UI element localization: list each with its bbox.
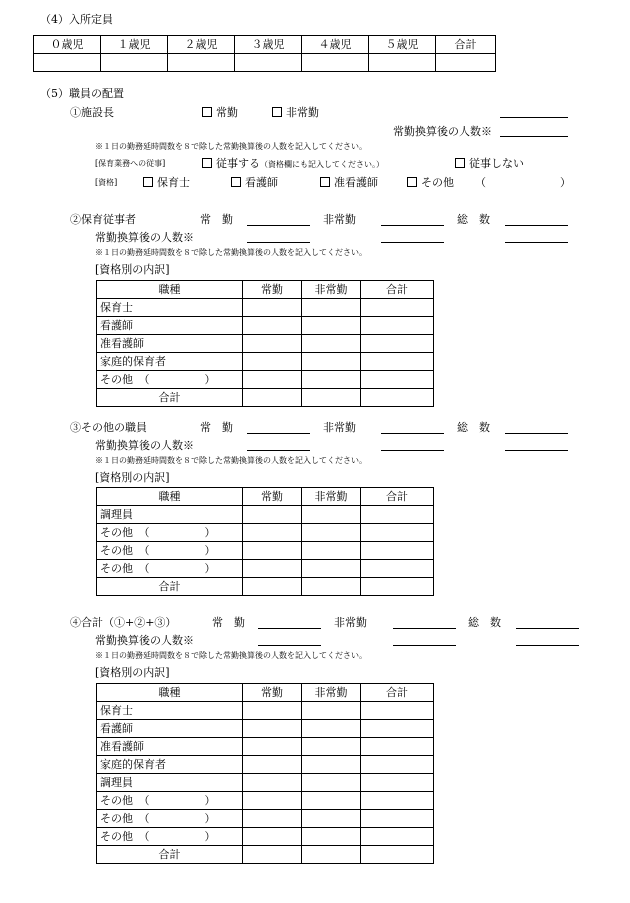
other-part-cell[interactable]	[302, 524, 361, 542]
other-part-cell[interactable]	[302, 542, 361, 560]
table-header-row	[97, 488, 434, 506]
childcare-part-cell[interactable]	[302, 371, 361, 389]
other-breakdown-label: [資格別の内訳]	[95, 471, 170, 484]
table-header-row	[97, 281, 434, 299]
table-row	[97, 371, 434, 389]
director-note: ※１日の勤務延時間数を８で除した常勤換算後の人数を記入してください。	[95, 142, 367, 151]
cap-v0[interactable]	[34, 54, 101, 72]
table-row	[97, 738, 434, 756]
childcare-part-cell[interactable]	[302, 299, 361, 317]
director-title: ①施設長	[70, 106, 114, 119]
childcare-full-line[interactable]	[247, 225, 310, 226]
total-breakdown-table	[96, 683, 434, 864]
qual-option-nursery[interactable]: 保育士	[143, 177, 190, 188]
col-header-full: 常勤	[243, 488, 302, 506]
childcare-breakdown-table	[96, 280, 434, 407]
capacity-header-row	[34, 36, 496, 54]
cap-v2[interactable]	[168, 54, 235, 72]
col-header-sum: 合計	[361, 684, 434, 702]
total-sum-cell[interactable]	[361, 756, 434, 774]
total-full-label: 常 勤	[212, 616, 245, 629]
total-full-cell[interactable]	[243, 738, 302, 756]
total-full-cell[interactable]	[243, 792, 302, 810]
other-total-label: 総 数	[457, 421, 490, 434]
cap-h5: ５歳児	[369, 36, 436, 54]
col-header-part: 非常勤	[302, 684, 361, 702]
total-total-line[interactable]	[516, 628, 579, 629]
director-fte-line[interactable]	[500, 136, 568, 137]
childcare-total-full-cell[interactable]	[243, 389, 302, 407]
childcare-full-cell[interactable]	[243, 353, 302, 371]
total-total-label: 合計	[97, 846, 243, 864]
other-sum-cell[interactable]	[361, 542, 434, 560]
childcare-full-cell[interactable]	[243, 317, 302, 335]
total-sum-cell[interactable]	[361, 720, 434, 738]
other-full-cell[interactable]	[243, 506, 302, 524]
table-header-row	[97, 684, 434, 702]
total-row-label: 准看護師	[97, 738, 243, 756]
cap-h0: ０歳児	[34, 36, 101, 54]
total-part-cell[interactable]	[302, 828, 361, 846]
cap-h1: １歳児	[101, 36, 168, 54]
total-fte-label: 常勤換算後の人数※	[95, 634, 194, 647]
total-row-label: その他 （ ）	[97, 828, 243, 846]
cap-h-total: 合計	[436, 36, 496, 54]
other-part-cell[interactable]	[302, 560, 361, 578]
checkbox-icon[interactable]	[202, 107, 212, 117]
childcare-full-cell[interactable]	[243, 335, 302, 353]
other-total-label: 合計	[97, 578, 243, 596]
col-header-sum: 合計	[361, 488, 434, 506]
cap-v1[interactable]	[101, 54, 168, 72]
other-full-label: 常 勤	[200, 421, 233, 434]
col-header-part: 非常勤	[302, 281, 361, 299]
table-total-row	[97, 846, 434, 864]
childcare-part-cell[interactable]	[302, 335, 361, 353]
qual-other-paren-open: （	[475, 176, 486, 189]
total-part-cell[interactable]	[302, 810, 361, 828]
childcare-part-cell[interactable]	[302, 353, 361, 371]
childcare-total-label: 合計	[97, 389, 243, 407]
total-total-part-cell[interactable]	[302, 846, 361, 864]
childcare-total-line[interactable]	[505, 225, 568, 226]
other-breakdown-table	[96, 487, 434, 596]
checkbox-icon[interactable]	[272, 107, 282, 117]
total-part-cell[interactable]	[302, 702, 361, 720]
total-row-label: 看護師	[97, 720, 243, 738]
childcare-row-label: 准看護師	[97, 335, 243, 353]
total-sum-cell[interactable]	[361, 738, 434, 756]
childcare-sum-cell[interactable]	[361, 317, 434, 335]
other-sum-cell[interactable]	[361, 506, 434, 524]
checkbox-icon[interactable]	[407, 177, 417, 187]
total-sum-cell[interactable]	[361, 810, 434, 828]
table-row	[97, 524, 434, 542]
col-header-part: 非常勤	[302, 488, 361, 506]
total-full-cell[interactable]	[243, 720, 302, 738]
total-sum-cell[interactable]	[361, 792, 434, 810]
childcare-note: ※１日の勤務延時間数を８で除した常勤換算後の人数を記入してください。	[95, 248, 367, 257]
checkbox-icon[interactable]	[143, 177, 153, 187]
total-note: ※１日の勤務延時間数を８で除した常勤換算後の人数を記入してください。	[95, 651, 367, 660]
other-full-line[interactable]	[247, 433, 310, 434]
other-row-label: その他 （ ）	[97, 524, 243, 542]
table-total-row	[97, 578, 434, 596]
childcare-sum-cell[interactable]	[361, 299, 434, 317]
total-breakdown-label: [資格別の内訳]	[95, 666, 170, 679]
childcare-fte-total-line[interactable]	[505, 242, 568, 243]
total-row-label: その他 （ ）	[97, 810, 243, 828]
other-fte-part-line[interactable]	[381, 450, 444, 451]
col-header-type: 職種	[97, 281, 243, 299]
other-full-cell[interactable]	[243, 560, 302, 578]
total-full-cell[interactable]	[243, 810, 302, 828]
other-fte-full-line[interactable]	[247, 450, 310, 451]
col-header-full: 常勤	[243, 281, 302, 299]
total-full-line[interactable]	[258, 628, 321, 629]
table-row	[97, 720, 434, 738]
total-part-cell[interactable]	[302, 738, 361, 756]
cap-v5[interactable]	[369, 54, 436, 72]
table-row	[97, 506, 434, 524]
total-total-label: 総 数	[468, 616, 501, 629]
table-row	[97, 792, 434, 810]
total-full-cell[interactable]	[243, 756, 302, 774]
childcare-full-label: 常 勤	[200, 213, 233, 226]
childcare-breakdown-label: [資格別の内訳]	[95, 263, 170, 276]
childcare-total-label: 総 数	[457, 213, 490, 226]
childcare-sum-cell[interactable]	[361, 335, 434, 353]
childcare-full-cell[interactable]	[243, 371, 302, 389]
total-fte-total-line[interactable]	[516, 645, 579, 646]
other-fte-label: 常勤換算後の人数※	[95, 439, 194, 452]
qual-option-assoc-nurse[interactable]: 准看護師	[320, 177, 378, 188]
childcare-sum-cell[interactable]	[361, 371, 434, 389]
childcare-title: ②保育従事者	[70, 213, 136, 226]
childcare-full-cell[interactable]	[243, 299, 302, 317]
other-part-cell[interactable]	[302, 506, 361, 524]
section-5-title: （5）職員の配置	[40, 87, 124, 100]
col-header-type: 職種	[97, 488, 243, 506]
other-part-line[interactable]	[381, 433, 444, 434]
cap-h4: ４歳児	[302, 36, 369, 54]
childcare-total-sum-cell[interactable]	[361, 389, 434, 407]
table-row	[97, 317, 434, 335]
other-full-cell[interactable]	[243, 542, 302, 560]
childcare-row-label: 家庭的保育者	[97, 353, 243, 371]
childcare-row-label: 保育士	[97, 299, 243, 317]
total-sum-cell[interactable]	[361, 774, 434, 792]
total-full-cell[interactable]	[243, 774, 302, 792]
total-row-label: 調理員	[97, 774, 243, 792]
table-row	[97, 560, 434, 578]
other-row-label: 調理員	[97, 506, 243, 524]
other-note: ※１日の勤務延時間数を８で除した常勤換算後の人数を記入してください。	[95, 456, 367, 465]
total-part-cell[interactable]	[302, 756, 361, 774]
total-part-cell[interactable]	[302, 792, 361, 810]
other-row-label: その他 （ ）	[97, 542, 243, 560]
childcare-duty-label: [保育業務への従事]	[95, 159, 166, 168]
checkbox-icon[interactable]	[320, 177, 330, 187]
childcare-part-label: 非常勤	[323, 213, 356, 226]
childcare-sum-cell[interactable]	[361, 353, 434, 371]
total-part-label: 非常勤	[334, 616, 367, 629]
qual-option-nurse[interactable]: 看護師	[231, 177, 278, 188]
total-row-label: 保育士	[97, 702, 243, 720]
table-row	[97, 299, 434, 317]
total-total-sum-cell[interactable]	[361, 846, 434, 864]
col-header-sum: 合計	[361, 281, 434, 299]
col-header-type: 職種	[97, 684, 243, 702]
total-full-cell[interactable]	[243, 702, 302, 720]
table-row	[97, 774, 434, 792]
other-total-part-cell[interactable]	[302, 578, 361, 596]
table-row	[97, 702, 434, 720]
other-sum-cell[interactable]	[361, 524, 434, 542]
other-row-label: その他 （ ）	[97, 560, 243, 578]
childcare-total-part-cell[interactable]	[302, 389, 361, 407]
childcare-fte-full-line[interactable]	[247, 242, 310, 243]
table-row	[97, 542, 434, 560]
other-part-label: 非常勤	[323, 421, 356, 434]
total-total-full-cell[interactable]	[243, 846, 302, 864]
capacity-input-row[interactable]	[34, 54, 496, 72]
director-fte-label: 常勤換算後の人数※	[393, 125, 492, 138]
childcare-row-label: 看護師	[97, 317, 243, 335]
checkbox-icon[interactable]	[202, 158, 212, 168]
qual-option-other[interactable]: その他	[407, 177, 454, 188]
checkbox-icon[interactable]	[455, 158, 465, 168]
director-count-line[interactable]	[500, 117, 568, 118]
col-header-full: 常勤	[243, 684, 302, 702]
total-part-line[interactable]	[393, 628, 456, 629]
childcare-fte-part-line[interactable]	[381, 242, 444, 243]
cap-v3[interactable]	[235, 54, 302, 72]
other-sum-cell[interactable]	[361, 560, 434, 578]
total-row-label: その他 （ ）	[97, 792, 243, 810]
childcare-yes-option[interactable]: 従事する（資格欄にも記入してください。）	[202, 158, 384, 169]
childcare-no-option[interactable]: 従事しない	[455, 158, 524, 169]
childcare-part-line[interactable]	[381, 225, 444, 226]
other-total-sum-cell[interactable]	[361, 578, 434, 596]
total-fte-part-line[interactable]	[393, 645, 456, 646]
qual-other-paren-close: ）	[560, 176, 571, 189]
table-row	[97, 810, 434, 828]
section-4-title: （4）入所定員	[40, 13, 113, 26]
table-row	[97, 353, 434, 371]
table-row	[97, 756, 434, 774]
total-title: ④合計（①+②+③）	[70, 616, 177, 629]
total-full-cell[interactable]	[243, 828, 302, 846]
childcare-part-cell[interactable]	[302, 317, 361, 335]
other-total-full-cell[interactable]	[243, 578, 302, 596]
total-sum-cell[interactable]	[361, 702, 434, 720]
director-part-option[interactable]: 非常勤	[272, 107, 319, 118]
cap-h3: ３歳児	[235, 36, 302, 54]
table-row	[97, 828, 434, 846]
childcare-fte-label: 常勤換算後の人数※	[95, 231, 194, 244]
total-part-cell[interactable]	[302, 720, 361, 738]
capacity-table	[33, 35, 496, 72]
other-total-line[interactable]	[505, 433, 568, 434]
other-title: ③その他の職員	[70, 421, 147, 434]
total-part-cell[interactable]	[302, 774, 361, 792]
cap-v4[interactable]	[302, 54, 369, 72]
other-fte-total-line[interactable]	[505, 450, 568, 451]
checkbox-icon[interactable]	[231, 177, 241, 187]
table-total-row	[97, 389, 434, 407]
table-row	[97, 335, 434, 353]
other-full-cell[interactable]	[243, 524, 302, 542]
qualification-label: [資格]	[95, 178, 118, 187]
childcare-row-label: その他 （ ）	[97, 371, 243, 389]
total-row-label: 家庭的保育者	[97, 756, 243, 774]
director-full-option[interactable]: 常勤	[202, 107, 238, 118]
cap-h2: ２歳児	[168, 36, 235, 54]
total-fte-full-line[interactable]	[258, 645, 321, 646]
total-sum-cell[interactable]	[361, 828, 434, 846]
cap-v-total[interactable]	[436, 54, 496, 72]
